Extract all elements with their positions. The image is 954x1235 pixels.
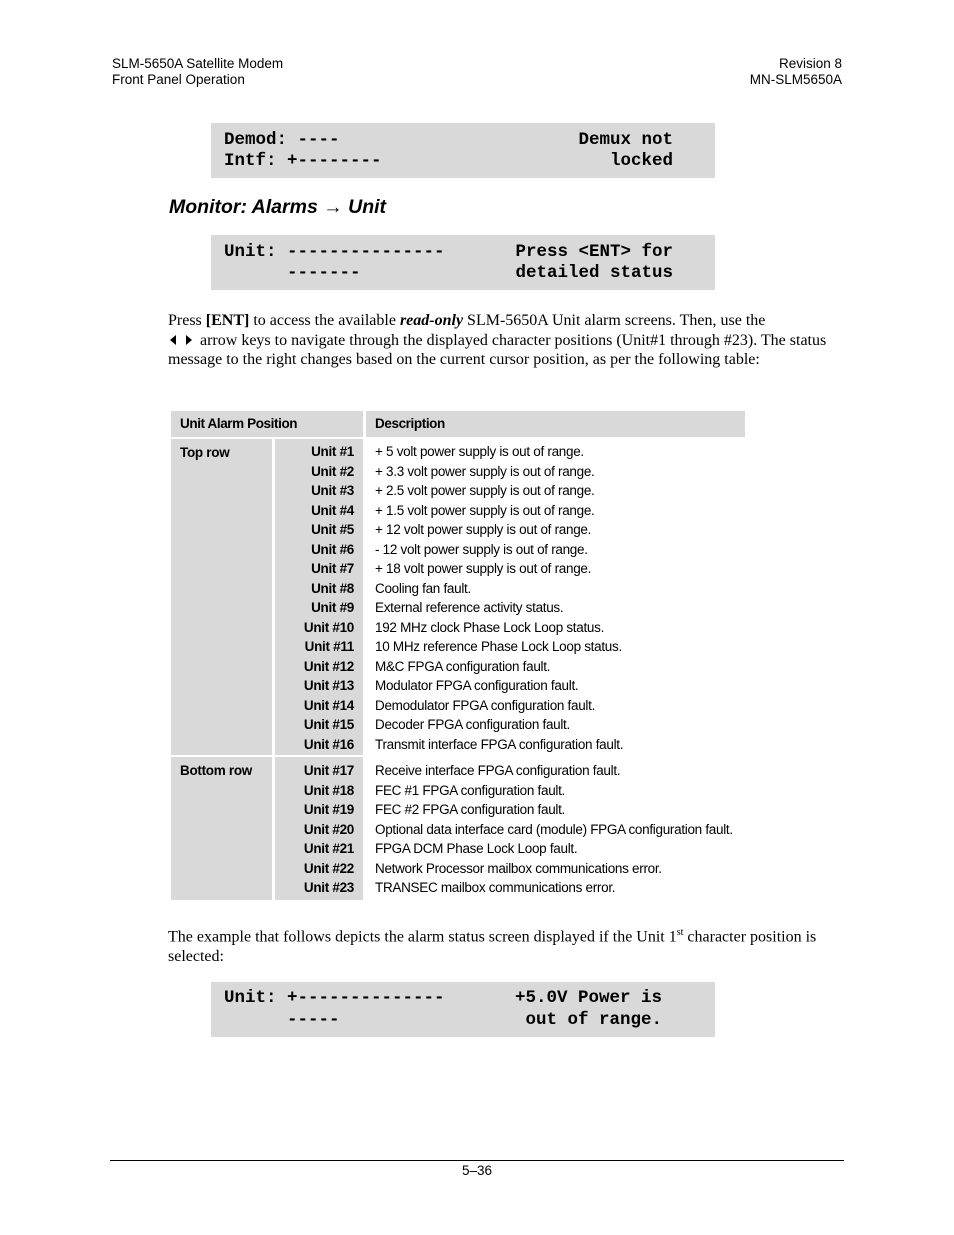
text-run: SLM-5650A Unit alarm screens. Then, use the [463,312,766,329]
alarm-description: + 12 volt power supply is out of range. [375,522,592,537]
lcd-line-2-right: locked [609,151,673,171]
alarm-description: Modulator FPGA configuration fault. [375,678,579,693]
header-product-name: SLM-5650A Satellite Modem [112,56,284,71]
lcd-line-2-left: ----- [224,1010,340,1030]
instructions-paragraph [168,311,848,370]
unit-position: Unit #6 [311,541,354,557]
alarm-description: FPGA DCM Phase Lock Loop fault. [375,841,578,856]
unit-position: Unit #3 [311,483,354,498]
unit-position: Unit #2 [311,463,354,479]
group-label-top-row: Top row [171,439,272,755]
text-run: to access the available [249,312,400,329]
alarm-description: FEC #2 FPGA configuration fault. [375,802,565,817]
text-run: character position is selected: [168,928,817,965]
alarm-description: Optional data interface card (module) FPGA configuration fault. [375,821,733,837]
lcd-line-2-right: out of range. [525,1010,662,1030]
page-header-right [750,56,842,88]
header-chapter-name: Front Panel Operation [112,72,245,87]
alarm-description: Demodulator FPGA configuration fault. [375,697,596,713]
header-doc-number: MN-SLM5650A [749,72,842,87]
lcd-line-2-left: ------- [224,263,361,283]
lcd-line-1-left: Unit: --------------- [224,242,445,262]
table-header-position: Unit Alarm Position [171,411,363,437]
left-arrow-icon [170,335,176,345]
lcd-demod-intf-display [211,123,715,178]
alarm-description: Cooling fan fault. [375,580,471,596]
page-header-left [112,56,283,88]
unit-position: Unit #4 [311,502,354,518]
unit-position: Unit #17 [303,763,354,778]
unit-position: Unit #18 [303,782,354,798]
lcd-unit-alarm-display [211,235,715,290]
alarm-description: + 5 volt power supply is out of range. [375,444,584,459]
group-units-top-row [275,439,363,755]
header-revision: Revision 8 [778,56,842,71]
ent-key-label: [ENT] [205,312,250,329]
text-run: arrow keys to navigate through the displayed character positions (Unit#1 through #23). The status message to the right changes based on the current cursor position, as per the following table: [168,331,827,368]
alarm-description: TRANSEC mailbox communications error. [375,880,616,895]
alarm-description: M&C FPGA configuration fault. [375,658,551,674]
lcd-line-1-right: Press <ENT> for [515,242,673,262]
lcd-line-1-left: Unit: +-------------- [224,988,445,1008]
group-label-bottom-row: Bottom row [171,757,272,900]
unit-position: Unit #22 [303,860,354,876]
unit-position: Unit #19 [303,802,354,817]
unit-position: Unit #20 [303,821,354,837]
section-heading: Monitor: Alarms → Unit [169,196,387,218]
alarm-description: External reference activity status. [375,600,564,615]
alarm-description: + 3.3 volt power supply is out of range. [375,463,595,479]
alarm-description: Receive interface FPGA configuration fault. [375,763,621,778]
unit-position: Unit #23 [303,880,354,895]
unit-position: Unit #5 [311,522,354,537]
table-header-description: Description [366,411,745,437]
text-run: The example that follows depicts the alarm status screen displayed if the Unit 1 [168,928,677,946]
unit-position: Unit #9 [311,600,354,615]
unit-position: Unit #21 [303,841,354,856]
ordinal-suffix: st [676,927,684,938]
unit-position: Unit #13 [303,678,354,693]
unit-position: Unit #14 [303,697,354,713]
alarm-description: Transmit interface FPGA configuration fault. [375,736,624,752]
alarm-description: + 1.5 volt power supply is out of range. [375,502,595,518]
alarm-description: Decoder FPGA configuration fault. [375,717,570,732]
page-number: 5–36 [461,1163,493,1178]
alarm-description: 10 MHz reference Phase Lock Loop status. [375,639,622,654]
lcd-line-1-left: Demod: ---- [224,130,340,150]
text-run: Press [168,312,206,329]
alarm-description: + 2.5 volt power supply is out of range. [375,483,595,498]
unit-position: Unit #11 [304,639,354,654]
lcd-line-1-right: Demux not [578,130,673,150]
example-paragraph [168,923,848,966]
unit-position: Unit #15 [303,717,354,732]
alarm-description: - 12 volt power supply is out of range. [375,541,588,557]
unit-position: Unit #12 [303,658,354,674]
lcd-line-1-right: +5.0V Power is [514,988,662,1008]
unit-position: Unit #16 [303,736,354,752]
alarm-description: 192 MHz clock Phase Lock Loop status. [375,619,605,635]
unit-position: Unit #10 [303,619,354,635]
right-arrow-icon [186,335,192,345]
lcd-line-2-left: Intf: +-------- [224,151,382,171]
footer-divider [110,1160,844,1161]
group-units-bottom-row [275,757,363,900]
lcd-example-display [211,982,715,1037]
unit-position: Unit #8 [311,580,354,596]
alarm-description: Network Processor mailbox communications error. [375,860,662,876]
alarm-description: + 18 volt power supply is out of range. [375,561,592,576]
lcd-line-2-right: detailed status [515,263,673,283]
unit-position: Unit #1 [311,444,354,459]
alarm-description: FEC #1 FPGA configuration fault. [375,782,565,798]
unit-position: Unit #7 [311,561,354,576]
read-only-emphasis: read-only [399,312,464,329]
